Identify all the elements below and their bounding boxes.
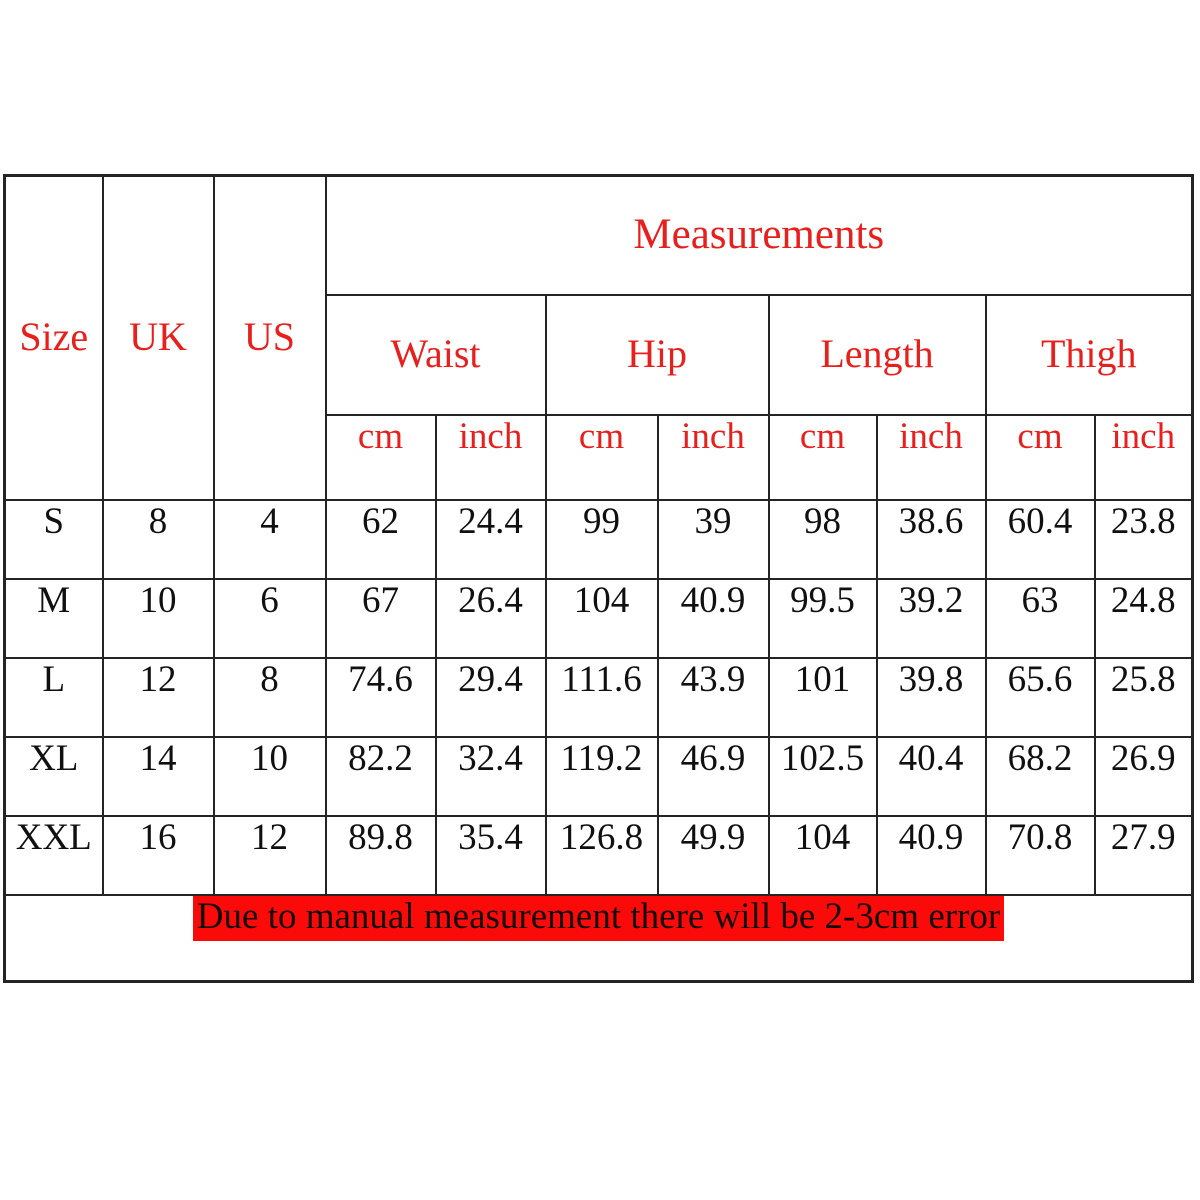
data-cell: 101	[769, 658, 877, 737]
data-cell: 70.8	[986, 816, 1095, 895]
data-cell: 98	[769, 500, 877, 579]
data-cell: 99	[546, 500, 658, 579]
data-cell: 126.8	[546, 816, 658, 895]
size-label: S	[5, 500, 103, 579]
data-cell-us: 12	[214, 816, 326, 895]
data-cell-uk: 10	[103, 579, 214, 658]
group-header-waist: Waist	[326, 295, 546, 415]
data-cell: 26.9	[1095, 737, 1193, 816]
data-cell: 82.2	[326, 737, 436, 816]
data-cell: 40.9	[658, 579, 769, 658]
data-cell: 67	[326, 579, 436, 658]
data-cell: 32.4	[436, 737, 546, 816]
data-cell: 24.8	[1095, 579, 1193, 658]
col-header-uk: UK	[103, 176, 214, 500]
size-label: L	[5, 658, 103, 737]
data-cell: 60.4	[986, 500, 1095, 579]
unit-header-length-inch: inch	[877, 415, 986, 500]
data-cell: 104	[769, 816, 877, 895]
table-row-measurements-header	[5, 176, 1193, 295]
data-cell: 49.9	[658, 816, 769, 895]
data-cell: 102.5	[769, 737, 877, 816]
col-header-size: Size	[5, 176, 103, 500]
data-cell: 27.9	[1095, 816, 1193, 895]
group-header-length: Length	[769, 295, 986, 415]
data-cell: 40.4	[877, 737, 986, 816]
data-cell-us: 6	[214, 579, 326, 658]
data-cell: 63	[986, 579, 1095, 658]
data-cell: 119.2	[546, 737, 658, 816]
data-cell-uk: 8	[103, 500, 214, 579]
size-label: XXL	[5, 816, 103, 895]
data-cell: 111.6	[546, 658, 658, 737]
table-row-size-s	[5, 500, 1193, 579]
note-cell	[5, 895, 1193, 982]
group-header-thigh: Thigh	[986, 295, 1193, 415]
group-header-hip: Hip	[546, 295, 769, 415]
data-cell: 46.9	[658, 737, 769, 816]
table-row-size-xxl	[5, 816, 1193, 895]
data-cell: 24.4	[436, 500, 546, 579]
data-cell: 74.6	[326, 658, 436, 737]
unit-header-hip-cm: cm	[546, 415, 658, 500]
data-cell: 65.6	[986, 658, 1095, 737]
data-cell: 43.9	[658, 658, 769, 737]
measurements-title: Measurements	[326, 176, 1193, 295]
data-cell: 39.8	[877, 658, 986, 737]
table-row-size-xl	[5, 737, 1193, 816]
data-cell: 39.2	[877, 579, 986, 658]
unit-header-thigh-inch: inch	[1095, 415, 1193, 500]
data-cell: 62	[326, 500, 436, 579]
data-cell: 38.6	[877, 500, 986, 579]
data-cell-us: 4	[214, 500, 326, 579]
data-cell: 35.4	[436, 816, 546, 895]
data-cell-uk: 16	[103, 816, 214, 895]
data-cell: 23.8	[1095, 500, 1193, 579]
table-row-size-l	[5, 658, 1193, 737]
data-cell: 68.2	[986, 737, 1095, 816]
unit-header-hip-inch: inch	[658, 415, 769, 500]
data-cell: 104	[546, 579, 658, 658]
unit-header-waist-cm: cm	[326, 415, 436, 500]
size-chart-container	[3, 174, 1194, 983]
data-cell-uk: 12	[103, 658, 214, 737]
size-label: M	[5, 579, 103, 658]
data-cell-uk: 14	[103, 737, 214, 816]
size-label: XL	[5, 737, 103, 816]
data-cell: 99.5	[769, 579, 877, 658]
unit-header-length-cm: cm	[769, 415, 877, 500]
data-cell-us: 10	[214, 737, 326, 816]
data-cell: 26.4	[436, 579, 546, 658]
data-cell: 89.8	[326, 816, 436, 895]
table-row-size-m	[5, 579, 1193, 658]
size-chart-table	[3, 174, 1194, 983]
data-cell: 25.8	[1095, 658, 1193, 737]
unit-header-waist-inch: inch	[436, 415, 546, 500]
data-cell: 39	[658, 500, 769, 579]
col-header-us: US	[214, 176, 326, 500]
table-row-note	[5, 895, 1193, 982]
data-cell: 29.4	[436, 658, 546, 737]
data-cell-us: 8	[214, 658, 326, 737]
unit-header-thigh-cm: cm	[986, 415, 1095, 500]
data-cell: 40.9	[877, 816, 986, 895]
measurement-error-note: Due to manual measurement there will be 2-3cm error	[193, 896, 1004, 942]
